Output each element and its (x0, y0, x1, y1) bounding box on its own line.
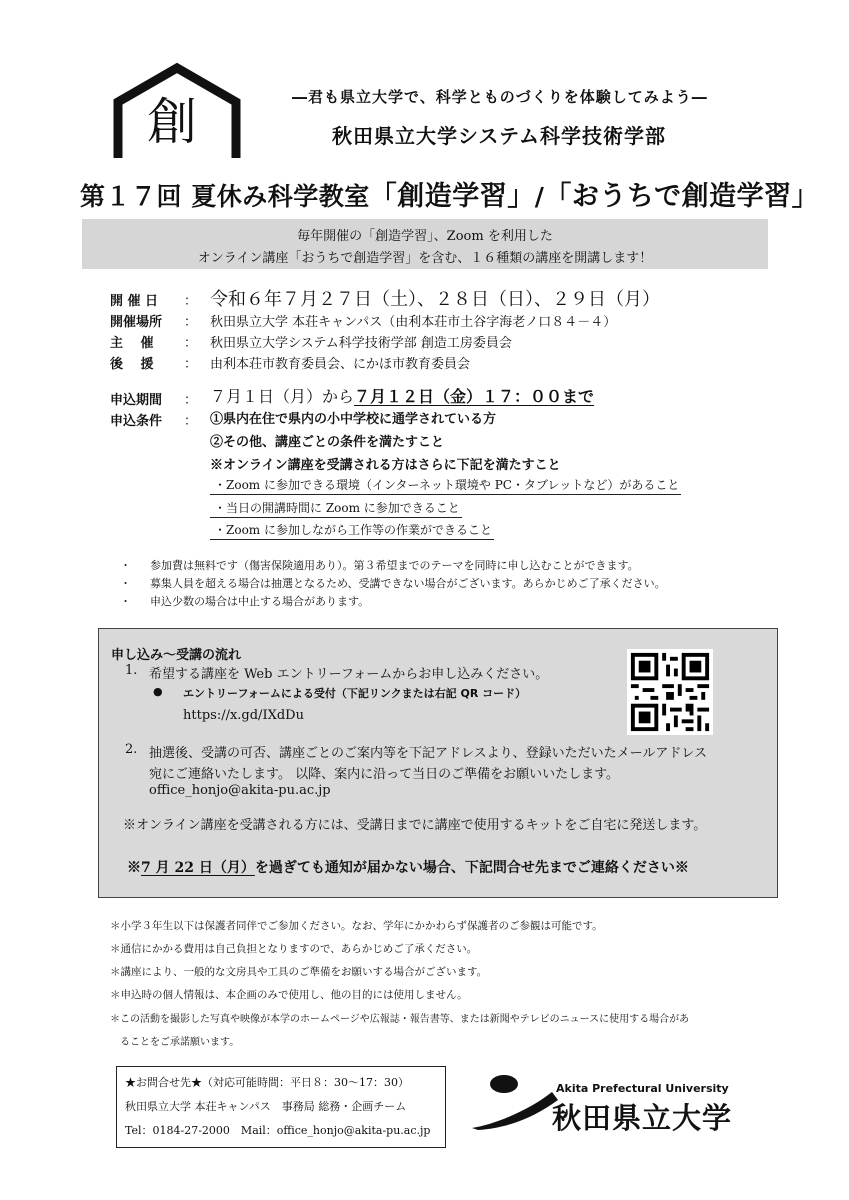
contact-office: 秋田県立大学 本荘キャンパス 事務局 総務・企画チーム (125, 1100, 407, 1113)
contact-title: ★お問合せ先★（対応可能時間：平日８：30～17：30） (125, 1076, 409, 1089)
condition-3: ※オンライン講座を受講される方はさらに下記を満たすこと (210, 458, 561, 473)
period-value (210, 384, 594, 407)
page-title (80, 174, 819, 213)
period-label: 申込期間 (110, 393, 163, 408)
support-value: 由利本荘市教育委員会、にかほ市教育委員会 (210, 357, 471, 372)
kit-delivery-note: ※オンライン講座を受講される方には、受講日までに講座で使用するキットをご自宅に発送します。 (123, 818, 707, 833)
qr-code[interactable] (626, 649, 714, 735)
support-label: 後 援 (110, 357, 154, 372)
title-prefix: 第１７回 夏休み科学教室 (80, 182, 370, 211)
footnote: ＊申込時の個人情報は、本企画のみで使用し、他の目的には使用しません。 (110, 989, 468, 1001)
intro-banner (82, 219, 768, 269)
contact-info-box (116, 1066, 446, 1148)
footnote: ＊講座により、一般的な文房具や工具のご準備をお願いする場合がございます。 (110, 966, 488, 978)
colon: ： (184, 393, 198, 408)
colon: ： (184, 357, 198, 372)
zoom-requirement-2: ・当日の開講時間に Zoom に参加できること (210, 499, 462, 518)
entry-form-info: エントリーフォームによる受付（下記リンクまたは右記 QR コード） (183, 687, 527, 700)
condition-2: ②その他、講座ごとの条件を満たすこと (210, 435, 445, 450)
host-value: 秋田県立大学システム科学技術学部 創造工房委員会 (210, 336, 512, 351)
note-item: ・ 参加費は無料です（傷害保険適用あり）。第３希望までのテーマを同時に申し込むことができます。 (120, 559, 639, 572)
period-deadline: ７月１２日（金）１７：００まで (354, 387, 595, 406)
logo-kanji: 創 (147, 93, 197, 151)
title-separator: / (534, 182, 545, 211)
application-flow-box (98, 628, 778, 898)
colon: ： (184, 414, 198, 429)
step-2-text-line-2: 宛にご連絡いたします。 以降、案内に沿って当日のご準備をお願いいたします。 (149, 767, 620, 782)
step-2-number: 2. (125, 742, 138, 757)
zoom-requirement-1: ・Zoom に参加できる環境（インターネット環境や PC・タブレットなど）があること (210, 476, 681, 495)
university-name-ja: 秋田県立大学 (552, 1101, 733, 1135)
colon: ： (184, 294, 198, 309)
step-1-number: 1. (125, 663, 138, 678)
footnote: ＊通信にかかる費用は自己負担となりますので、あらかじめご了承ください。 (110, 943, 478, 955)
title-ouchi: 「おうちで創造学習」 (544, 181, 820, 212)
period-start: ７月１日（月）から (210, 387, 355, 406)
flow-heading: 申し込み～受講の流れ (111, 648, 242, 663)
date-value: 令和６年７月２７日（土）、２８日（日）、２９日（月） (210, 289, 660, 310)
place-label: 開催場所 (110, 315, 163, 330)
date-label: 開 催 日 (110, 294, 159, 309)
entry-form-link[interactable]: https://x.gd/IXdDu (183, 708, 304, 723)
bullet-mark: ● (153, 685, 163, 698)
department-name: 秋田県立大学システム科学技術学部 (332, 124, 666, 148)
footnote: ＊小学３年生以下は保護者同伴でご参加ください。なお、学年にかかわらず保護者のご参観は可能です。 (110, 920, 603, 932)
host-label: 主 催 (110, 336, 154, 351)
step-1-text: 希望する講座を Web エントリーフォームからお申し込みください。 (149, 667, 549, 682)
deadline-date: 7 月 22 日（月） (141, 860, 255, 876)
deadline-notice: ※7 月 22 日（月）を過ぎても通知が届かない場合、下記問合せ先までご連絡ください※ (127, 860, 689, 876)
intro-line-1: 毎年開催の「創造学習」、Zoom を利用した (297, 229, 553, 244)
subtitle: ―君も県立大学で、科学とものづくりを体験してみよう― (292, 88, 708, 106)
footnote: ＊この活動を撮影した写真や映像が本学のホームページや広報誌・報告書等、または新聞やテレビのニュースに使用する場合があ (110, 1014, 690, 1025)
university-name-en: Akita Prefectural University (556, 1082, 729, 1095)
title-sozo: 「創造学習」 (369, 181, 535, 212)
intro-line-2: オンライン講座「おうちで創造学習」を含む、１６種類の講座を開講します！ (197, 251, 653, 266)
place-value: 秋田県立大学 本荘キャンパス（由利本荘市土谷字海老ノ口８４－４） (210, 315, 617, 330)
condition-1: ①県内在住で県内の小中学校に通学されている方 (210, 412, 497, 427)
note-item: ・ 申込少数の場合は中止する場合があります。 (120, 595, 370, 608)
zoom-requirement-3: ・Zoom に参加しながら工作等の作業ができること (210, 521, 494, 540)
colon: ： (184, 336, 198, 351)
contact-email[interactable]: office_honjo@akita-pu.ac.jp (149, 783, 331, 798)
step-2-text-line-1: 抽選後、受講の可否、講座ごとのご案内等を下記アドレスより、登録いただいたメールアドレス (149, 746, 707, 761)
footnote-continued: ることをご承諾願います。 (110, 1037, 240, 1048)
colon: ： (184, 315, 198, 330)
university-swoosh-icon (470, 1074, 560, 1130)
note-item: ・ 募集人員を超える場合は抽選となるため、受講できない場合がございます。あらかじめご了承ください。 (120, 577, 666, 590)
condition-label: 申込条件 (110, 414, 163, 429)
contact-tel-mail: Tel：0184-27-2000 Mail：office_honjo@akita-pu.ac.jp (125, 1124, 431, 1137)
